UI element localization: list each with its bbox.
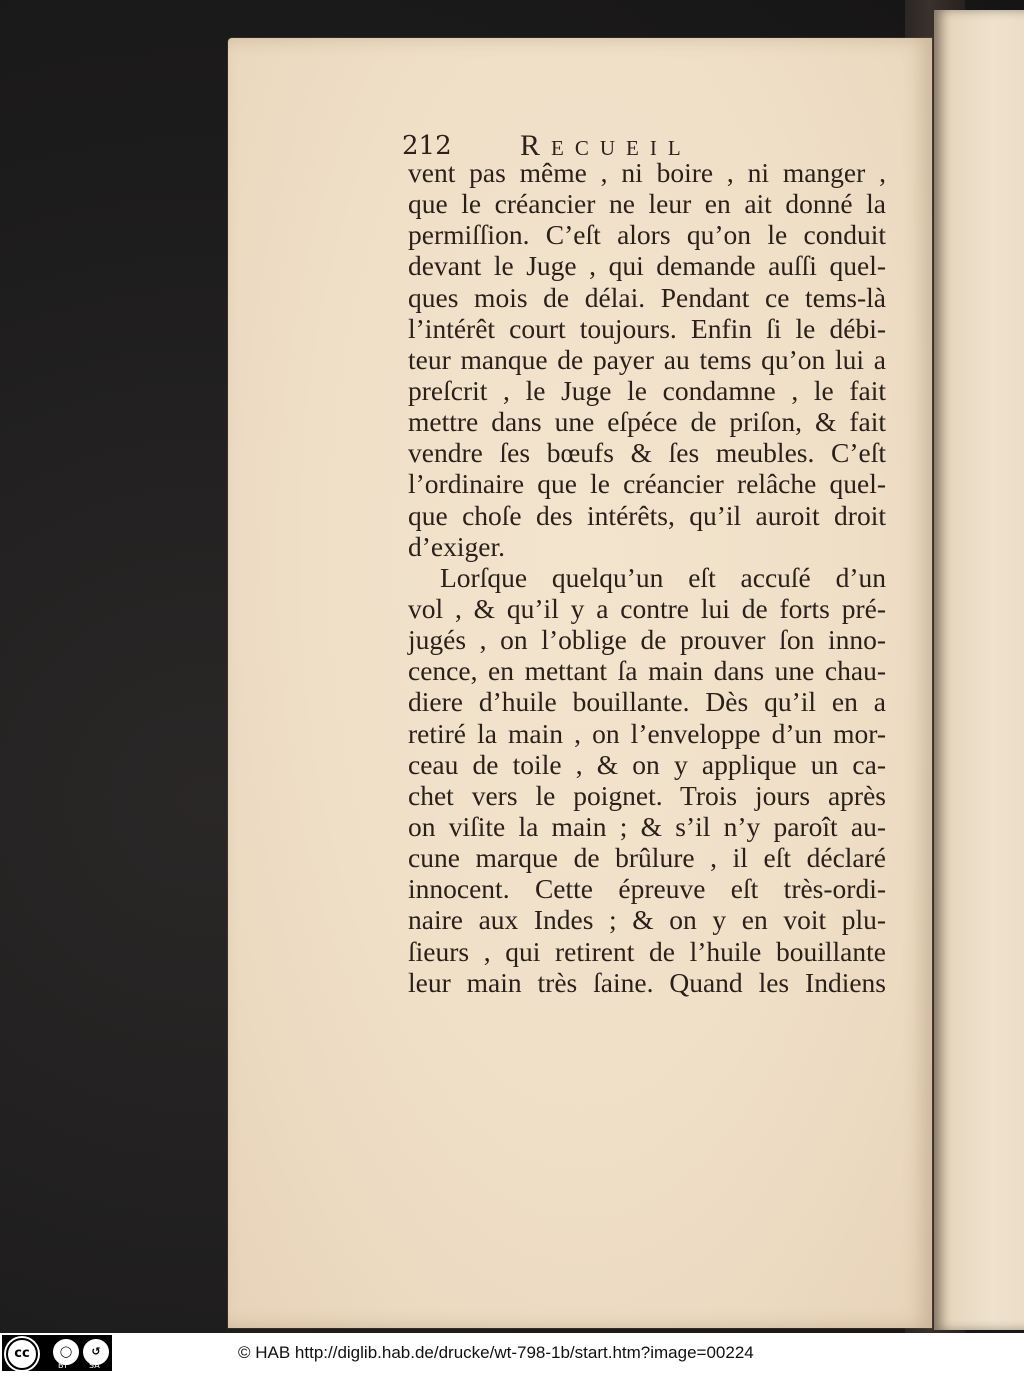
text-line: jugés , on l’oblige de prouver ſon inno-: [408, 624, 886, 656]
text-line: l’ordinaire que le créancier relâche quel-: [408, 468, 886, 500]
footer-bar: [0, 1333, 1024, 1373]
text-line: diere d’huile bouillante. Dès qu’il en a: [408, 686, 886, 718]
text-line: mettre dans une eſpéce de priſon, & fait: [408, 406, 886, 438]
text-line: ques mois de délai. Pendant ce tems-là: [408, 281, 886, 313]
text-line: ceau de toile , & on y applique un ca-: [408, 748, 886, 780]
text-line: que le créancier ne leur en ait donné la: [408, 188, 886, 220]
facing-page: [934, 10, 1024, 1330]
text-line: cence, en mettant ſa main dans une chau-: [408, 655, 886, 687]
text-line: vol , & qu’il y a contre lui de forts pré-: [408, 592, 886, 624]
sa-label: SA: [89, 1361, 100, 1370]
copyright-link[interactable]: © HAB http://diglib.hab.de/drucke/wt-798-1b/start.htm?image=00224: [238, 1343, 754, 1362]
text-line: Lorſque quelqu’un eſt accuſé d’un: [440, 561, 886, 593]
text-line: chet vers le poignet. Trois jours après: [408, 779, 886, 811]
page-body-text: [408, 157, 886, 998]
text-line: cune marque de brûlure , il eſt déclaré: [408, 842, 886, 874]
text-line: d’exiger.: [408, 530, 505, 562]
text-line: preſcrit , le Juge le condamne , le fait: [408, 374, 886, 406]
text-line: teur manque de payer au tems qu’on lui a: [408, 343, 886, 375]
cc-icon: cc: [6, 1338, 38, 1370]
text-line: naire aux Indes ; & on y en voit plu-: [408, 904, 886, 936]
sa-icon: ↺: [83, 1339, 109, 1365]
text-line: leur main très ſaine. Quand les Indiens: [408, 966, 886, 998]
text-line: vent pas même , ni boire , ni manger ,: [408, 157, 886, 188]
text-line: devant le Juge , qui demande auſſi quel-: [408, 250, 886, 282]
text-line: permiſſion. C’eſt alors qu’on le conduit: [408, 219, 886, 251]
by-icon: ◯: [53, 1339, 79, 1365]
text-line: innocent. Cette épreuve eſt très-ordi-: [408, 873, 886, 905]
text-line: retiré la main , on l’enveloppe d’un mor-: [408, 717, 886, 749]
text-line: l’intérêt court toujours. Enfin ſi le débi-: [408, 312, 886, 344]
by-label: BY: [58, 1361, 68, 1370]
text-line: on viſite la main ; & s’il n’y paroît au-: [408, 810, 886, 842]
running-head: Recueil: [520, 129, 692, 162]
page-number: 212: [402, 131, 452, 161]
text-line: que choſe des intérêts, qu’il auroit droit: [408, 499, 886, 531]
text-line: vendre ſes bœufs & ſes meubles. C’eſt: [408, 437, 886, 469]
text-line: ſieurs , qui retirent de l’huile bouillante: [408, 935, 886, 967]
cc-license-badge[interactable]: [2, 1335, 112, 1371]
